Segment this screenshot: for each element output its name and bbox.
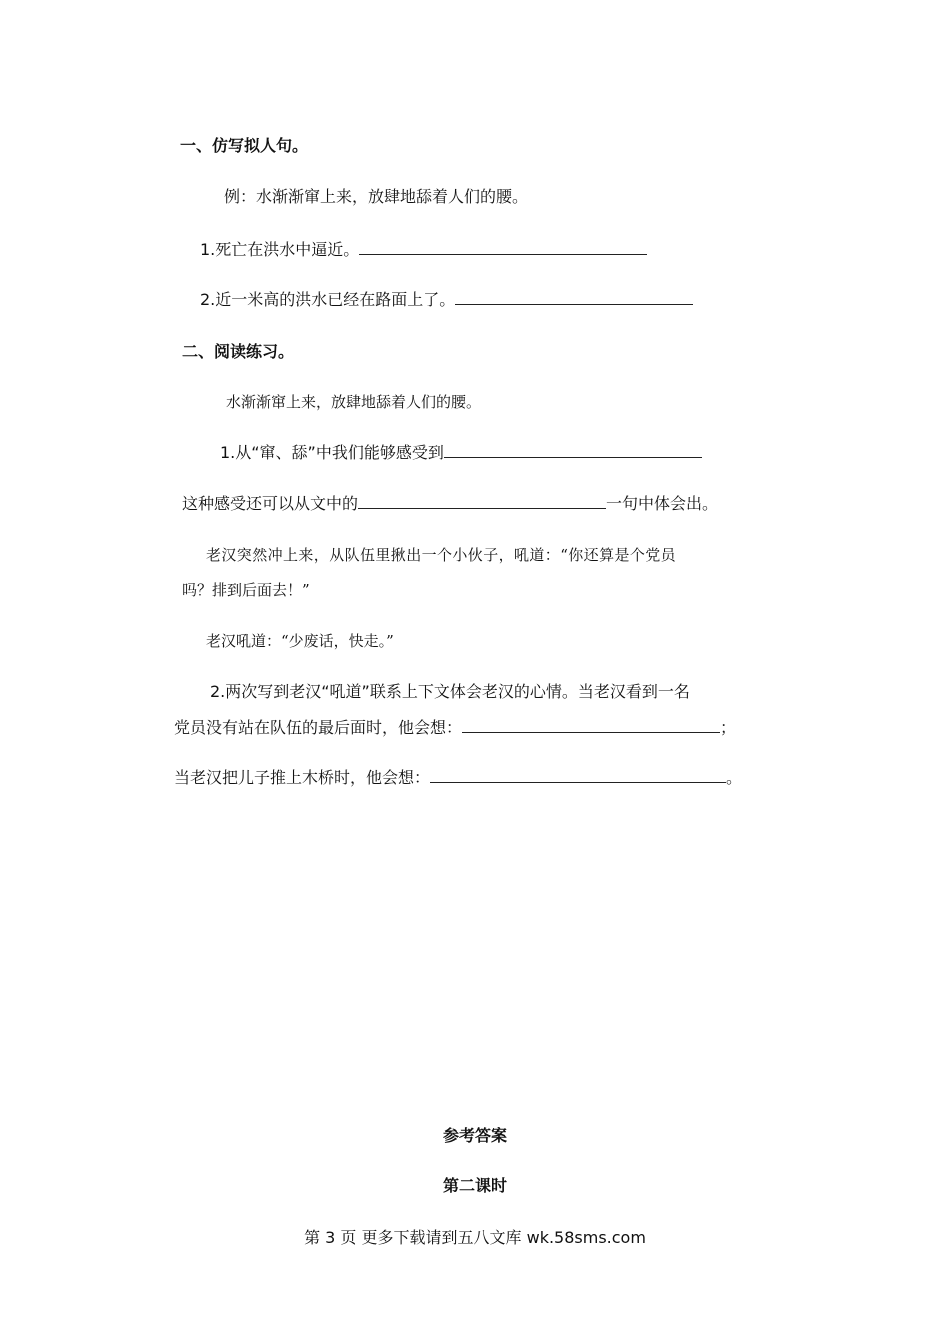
answer-blank[interactable] <box>455 290 693 305</box>
reading-quote-2-line-2: 吗？排到后面去！” <box>182 581 310 599</box>
question-1-2 <box>200 290 693 310</box>
question-text: 1.从“窜、舔”中我们能够感受到 <box>220 443 444 462</box>
question-2-2-line-2 <box>174 718 736 738</box>
question-text: 当老汉把儿子推上木桥时，他会想： <box>174 768 431 787</box>
example-sentence: 例：水渐渐窜上来，放肆地舔着人们的腰。 <box>224 187 529 206</box>
question-text: 这种感受还可以从文中的 <box>182 494 359 513</box>
answers-title: 参考答案 <box>442 1126 507 1145</box>
question-text: 党员没有站在队伍的最后面时，他会想： <box>174 718 463 737</box>
reading-quote-2-line-1: 老汉突然冲上来，从队伍里揪出一个小伙子，吼道：“你还算是个党员 <box>206 546 677 564</box>
reading-quote-1: 水渐渐窜上来，放肆地舔着人们的腰。 <box>226 393 482 411</box>
question-1-1 <box>200 240 647 260</box>
answer-blank[interactable] <box>358 494 606 509</box>
section1-heading: 一、仿写拟人句。 <box>180 136 309 155</box>
answer-blank[interactable] <box>359 240 647 255</box>
reading-quote-3: 老汉吼道：“少废话，快走。” <box>206 632 394 650</box>
answer-blank[interactable] <box>430 768 726 783</box>
answer-blank[interactable] <box>444 443 702 458</box>
question-2-1 <box>220 443 702 463</box>
question-2-1-continued <box>182 494 718 514</box>
section2-heading: 二、阅读练习。 <box>182 342 295 361</box>
question-text: 1.死亡在洪水中逼近。 <box>200 240 360 259</box>
question-2-2-line-3 <box>174 768 742 788</box>
page-footer: 第 3 页 更多下载请到五八文库 wk.58sms.com <box>304 1228 646 1247</box>
answer-blank[interactable] <box>462 718 720 733</box>
punctuation: 。 <box>726 768 743 787</box>
punctuation: ； <box>720 718 737 737</box>
answers-subtitle: 第二课时 <box>442 1176 507 1195</box>
question-2-2-line-1: 2.两次写到老汉“吼道”联系上下文体会老汉的心情。当老汉看到一名 <box>210 682 690 701</box>
question-text-end: 一句中体会出。 <box>606 494 719 513</box>
question-text: 2.近一米高的洪水已经在路面上了。 <box>200 290 456 309</box>
